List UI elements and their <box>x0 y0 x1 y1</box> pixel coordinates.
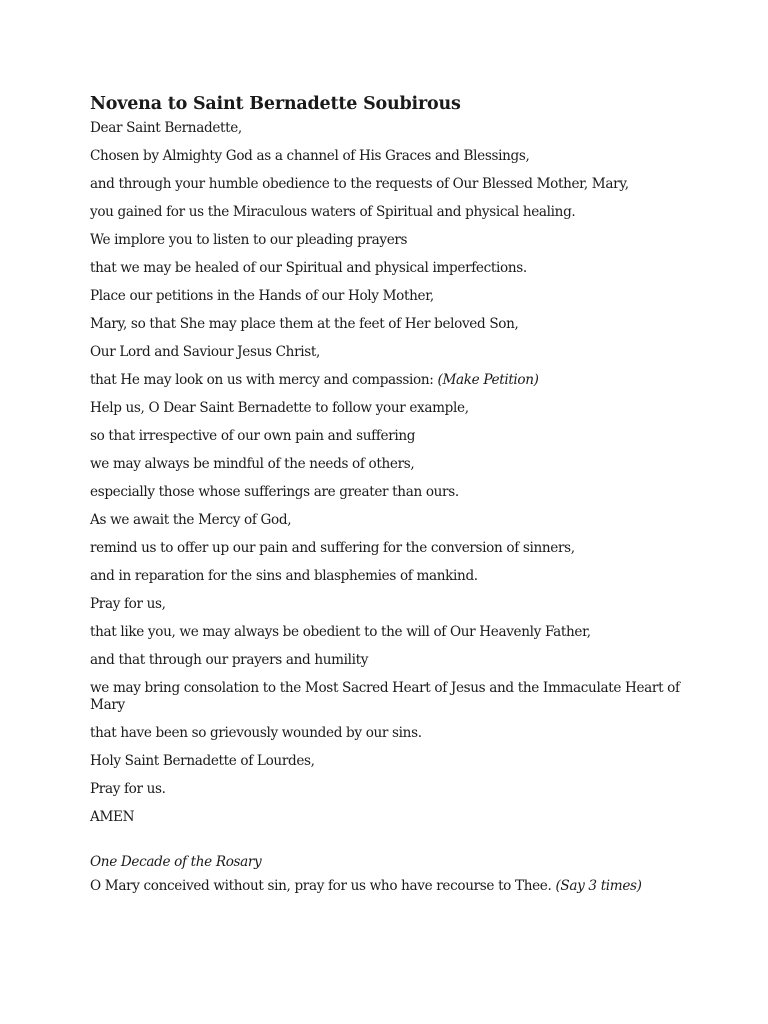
prayer-line-wrapped: we may bring consolation to the Most Sacred Heart of Jesus and the Immaculate Heart of Mary <box>90 680 680 713</box>
prayer-line: Pray for us. <box>90 781 166 797</box>
prayer-line: Help us, O Dear Saint Bernadette to follow your example, <box>90 400 469 416</box>
prayer-line: Pray for us, <box>90 596 166 612</box>
prayer-line: that have been so grievously wounded by our sins. <box>90 725 422 741</box>
prayer-line: and that through our prayers and humility <box>90 652 369 668</box>
rosary-line <box>90 878 690 895</box>
rosary-note: (Say 3 times) <box>555 878 642 894</box>
prayer-line: Dear Saint Bernadette, <box>90 120 242 136</box>
section-spacer <box>90 837 690 854</box>
prayer-line: remind us to offer up our pain and suffering for the conversion of sinners, <box>90 540 575 556</box>
petition-text: that He may look on us with mercy and compassion: <box>90 372 438 388</box>
prayer-line: especially those whose sufferings are greater than ours. <box>90 484 459 500</box>
document-page <box>90 93 690 906</box>
prayer-line: you gained for us the Miraculous waters of Spiritual and physical healing. <box>90 204 576 220</box>
prayer-line: that like you, we may always be obedient to the will of Our Heavenly Father, <box>90 624 591 640</box>
rosary-text: O Mary conceived without sin, pray for us who have recourse to Thee. <box>90 878 556 894</box>
prayer-line: that we may be healed of our Spiritual and physical imperfections. <box>90 260 527 276</box>
prayer-line: Chosen by Almighty God as a channel of His Graces and Blessings, <box>90 148 530 164</box>
amen-line: AMEN <box>90 809 135 825</box>
prayer-line: and in reparation for the sins and blasphemies of mankind. <box>90 568 478 584</box>
prayer-line: Holy Saint Bernadette of Lourdes, <box>90 753 315 769</box>
prayer-line: so that irrespective of our own pain and suffering <box>90 428 416 444</box>
prayer-line: Mary, so that She may place them at the feet of Her beloved Son, <box>90 316 519 332</box>
prayer-line: Our Lord and Saviour Jesus Christ, <box>90 344 320 360</box>
prayer-line: Place our petitions in the Hands of our Holy Mother, <box>90 288 434 304</box>
petition-line <box>90 372 690 389</box>
rosary-heading: One Decade of the Rosary <box>90 854 262 870</box>
document-title: Novena to Saint Bernadette Soubirous <box>90 94 461 114</box>
prayer-line: We implore you to listen to our pleading prayers <box>90 232 408 248</box>
petition-note: (Make Petition) <box>437 372 539 388</box>
prayer-line: and through your humble obedience to the requests of Our Blessed Mother, Mary, <box>90 176 629 192</box>
prayer-line: As we await the Mercy of God, <box>90 512 292 528</box>
prayer-line: we may always be mindful of the needs of others, <box>90 456 415 472</box>
